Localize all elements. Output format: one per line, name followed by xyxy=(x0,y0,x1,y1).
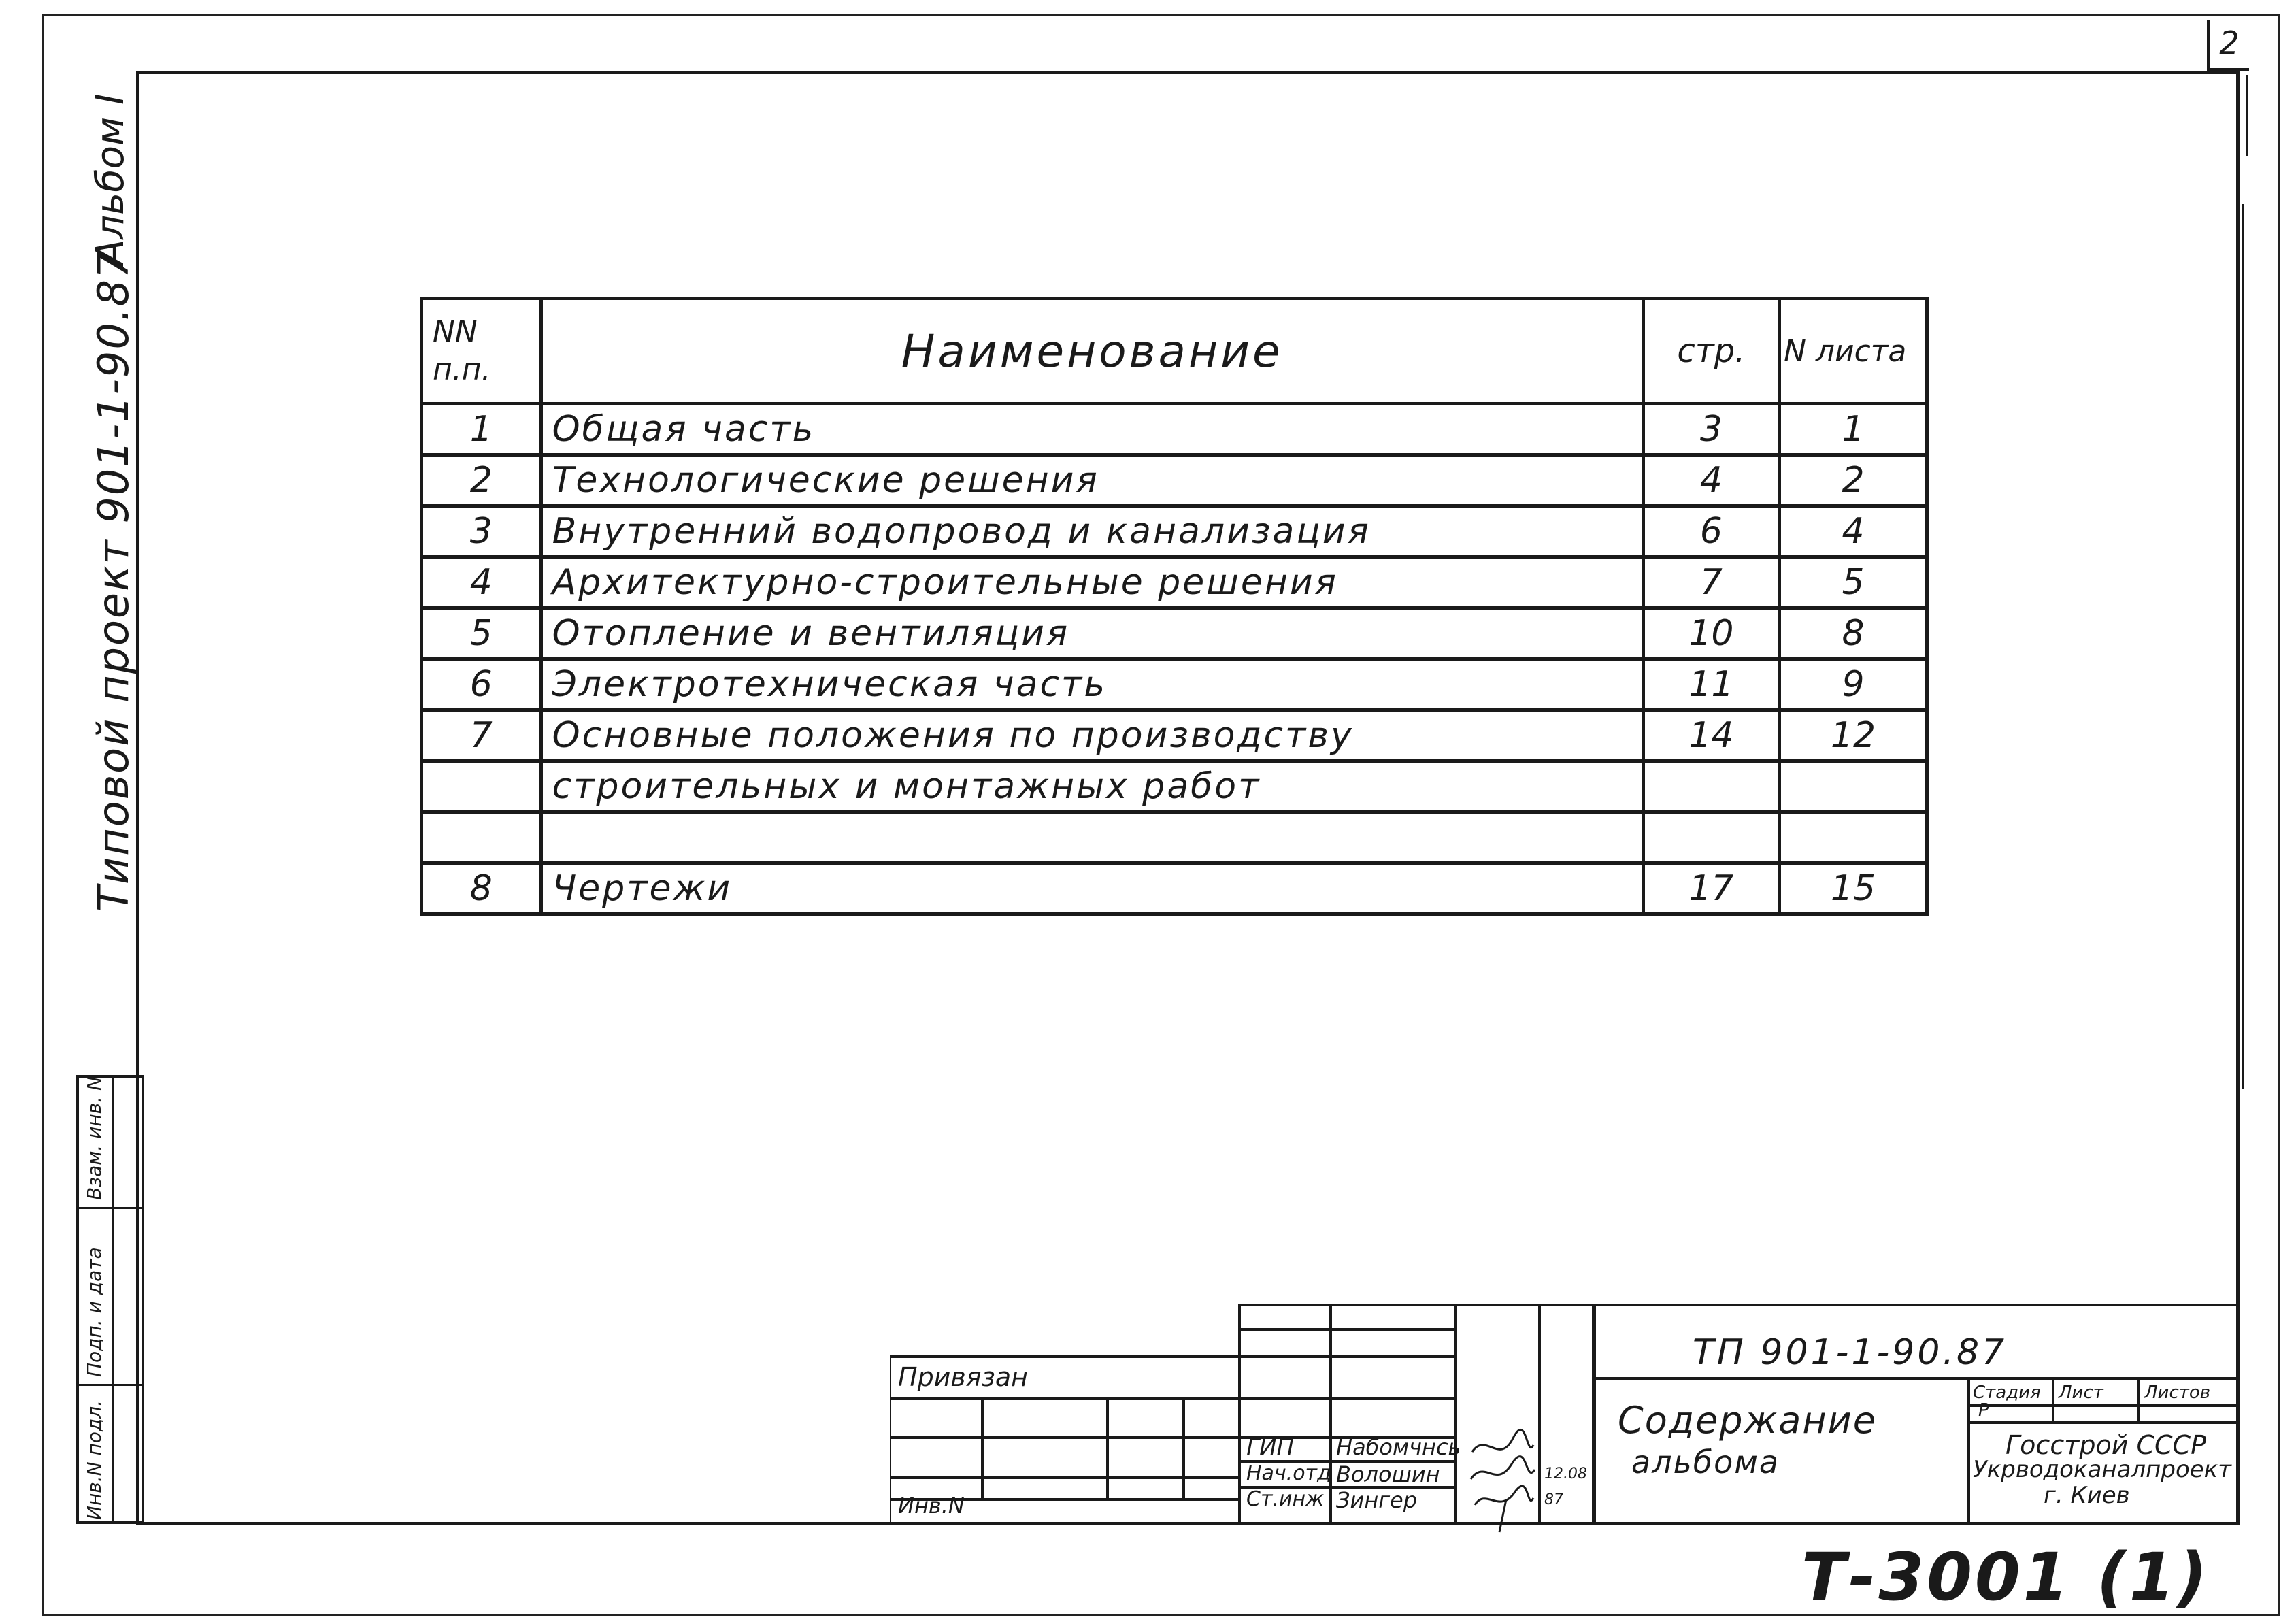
row-page xyxy=(1643,812,1779,863)
title-block-grid xyxy=(890,1304,2240,1525)
project-caption: Типовой проект 901-1-90.87 xyxy=(88,250,138,912)
row-number: 5 xyxy=(422,608,542,659)
table-row xyxy=(422,863,1927,914)
stamp-label: Инв.N подл. xyxy=(83,1399,105,1520)
album-caption: Альбом I xyxy=(88,93,133,265)
stamp-divider xyxy=(79,1384,142,1386)
sheets-label: Листов xyxy=(2144,1382,2211,1403)
row-name: Чертежи xyxy=(541,863,1643,914)
sheet-number: 2 xyxy=(2219,24,2240,61)
left-stamp-strip xyxy=(76,1075,144,1524)
row-sheet: 15 xyxy=(1779,863,1927,914)
organization-line2: Укрводоканалпроект xyxy=(1973,1456,2232,1483)
row-number: 7 xyxy=(422,710,542,761)
stage-value: Р xyxy=(1978,1400,1989,1421)
title-block xyxy=(890,1304,2240,1525)
table-row xyxy=(422,812,1927,863)
table-row xyxy=(422,608,1927,659)
sheet-label: Лист xyxy=(2059,1382,2103,1403)
row-name: Технологические решения xyxy=(541,455,1643,506)
organization-line3: г. Киев xyxy=(2044,1482,2130,1509)
table-row xyxy=(422,455,1927,506)
document-title-line2: альбома xyxy=(1631,1444,1780,1480)
header-sheet: N листа xyxy=(1779,299,1927,404)
sheet-number-box xyxy=(2207,20,2249,71)
signature-date: 12.08 xyxy=(1544,1465,1587,1482)
row-sheet: 8 xyxy=(1779,608,1927,659)
row-name: Основные положения по производству xyxy=(541,710,1643,761)
table-row xyxy=(422,557,1927,608)
table-row xyxy=(422,404,1927,455)
row-page: 7 xyxy=(1643,557,1779,608)
row-page: 4 xyxy=(1643,455,1779,506)
signature-role: ГИП xyxy=(1246,1434,1294,1461)
row-sheet: 5 xyxy=(1779,557,1927,608)
row-name: Внутренний водопровод и канализация xyxy=(541,506,1643,557)
row-number: 2 xyxy=(422,455,542,506)
bound-label: Привязан xyxy=(898,1362,1028,1392)
row-page: 11 xyxy=(1643,659,1779,710)
row-page: 10 xyxy=(1643,608,1779,659)
table-row xyxy=(422,506,1927,557)
row-sheet: 12 xyxy=(1779,710,1927,761)
inventory-number: Т-3001 (1) xyxy=(1801,1539,2210,1615)
stamp-label: Подп. и дата xyxy=(83,1247,105,1377)
row-name: строительных и монтажных работ xyxy=(541,761,1643,812)
row-page xyxy=(1643,761,1779,812)
organization-line1: Госстрой СССР xyxy=(2006,1430,2207,1460)
row-sheet: 1 xyxy=(1779,404,1927,455)
row-sheet xyxy=(1779,812,1927,863)
row-sheet: 2 xyxy=(1779,455,1927,506)
signature-name: Волошин xyxy=(1336,1461,1440,1487)
signature-date: 87 xyxy=(1544,1491,1563,1508)
row-page: 17 xyxy=(1643,863,1779,914)
row-name: Общая часть xyxy=(541,404,1643,455)
row-number xyxy=(422,761,542,812)
margin-mark xyxy=(2246,75,2248,156)
row-name: Архитектурно-строительные решения xyxy=(541,557,1643,608)
margin-line xyxy=(2242,204,2244,1089)
signature-role: Ст.инж xyxy=(1246,1487,1325,1511)
row-number: 8 xyxy=(422,863,542,914)
signature-role: Нач.отд xyxy=(1246,1461,1331,1485)
stamp-divider xyxy=(112,1078,114,1521)
row-name: Отопление и вентиляция xyxy=(541,608,1643,659)
row-sheet: 9 xyxy=(1779,659,1927,710)
signature-name: Зингер xyxy=(1336,1487,1418,1513)
project-code: ТП 901-1-90.87 xyxy=(1693,1332,2008,1373)
row-number: 1 xyxy=(422,404,542,455)
row-number: 4 xyxy=(422,557,542,608)
row-page: 14 xyxy=(1643,710,1779,761)
table-body xyxy=(422,404,1927,914)
row-page: 6 xyxy=(1643,506,1779,557)
stage-label: Стадия xyxy=(1973,1382,2041,1403)
row-sheet: 4 xyxy=(1779,506,1927,557)
header-name: Наименование xyxy=(541,299,1643,404)
row-number xyxy=(422,812,542,863)
table-row xyxy=(422,710,1927,761)
side-project-wrapper xyxy=(88,95,143,912)
row-number: 6 xyxy=(422,659,542,710)
handwritten-signatures xyxy=(1459,1425,1540,1534)
row-name xyxy=(541,812,1643,863)
row-page: 3 xyxy=(1643,404,1779,455)
stamp-divider xyxy=(79,1207,142,1209)
contents-table xyxy=(420,297,1929,916)
signature-name: Набомчнсь xyxy=(1336,1434,1461,1460)
header-number: NN п.п. xyxy=(422,299,542,404)
inventory-label: Инв.N xyxy=(898,1493,965,1519)
stamp-label: Взам. инв. N xyxy=(83,1076,105,1200)
row-number: 3 xyxy=(422,506,542,557)
table-header-row xyxy=(422,299,1927,404)
row-name: Электротехническая часть xyxy=(541,659,1643,710)
table-row xyxy=(422,761,1927,812)
table-row xyxy=(422,659,1927,710)
header-page: стр. xyxy=(1643,299,1779,404)
row-sheet xyxy=(1779,761,1927,812)
document-title: Содержание xyxy=(1618,1399,1877,1442)
